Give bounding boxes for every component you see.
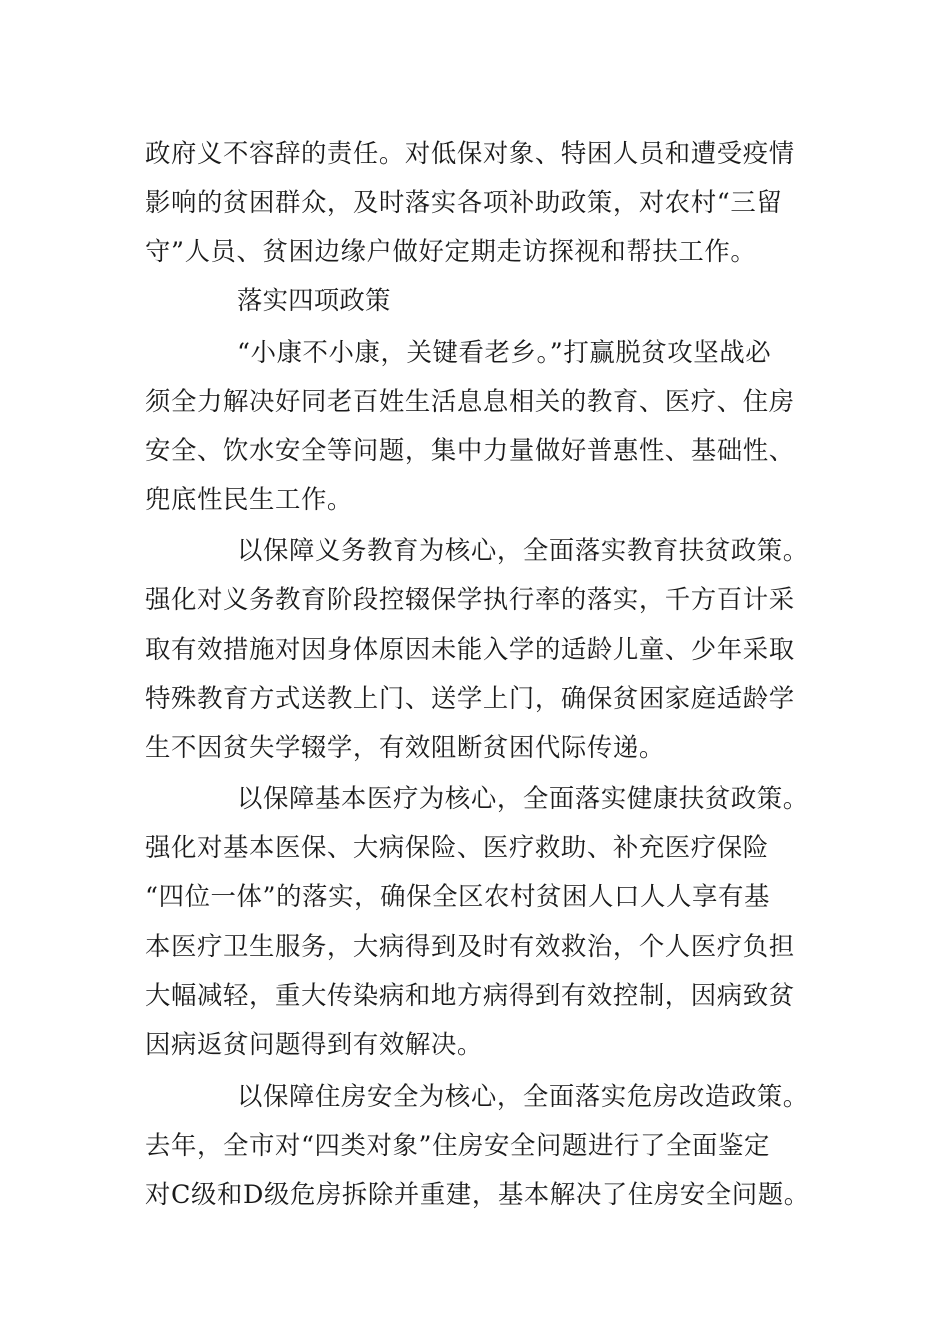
text-line: 去年，全市对“四类对象”住房安全问题进行了全面鉴定 <box>145 1130 770 1160</box>
text-line: 以保障义务教育为核心，全面落实教育扶贫政策。 <box>237 535 809 565</box>
text-line: 对C级和D级危房拆除并重建，基本解决了住房安全问题。 <box>145 1179 810 1209</box>
text-line: 强化对义务教育阶段控辍保学执行率的落实，千方百计采 <box>145 584 795 614</box>
text-line: 因病返贫问题得到有效解决。 <box>145 1029 483 1059</box>
text-line: 以保障住房安全为核心，全面落实危房改造政策。 <box>237 1081 809 1111</box>
text-line: 以保障基本医疗为核心，全面落实健康扶贫政策。 <box>237 783 809 813</box>
text-line: 生不因贫失学辍学，有效阻断贫困代际传递。 <box>145 732 665 762</box>
text-line: 守”人员、贫困边缘户做好定期走访探视和帮扶工作。 <box>145 236 757 266</box>
text-line: 强化对基本医保、大病保险、医疗救助、补充医疗保险 <box>145 832 769 862</box>
text-line: 政府义不容辞的责任。对低保对象、特困人员和遭受疫情 <box>145 138 795 168</box>
text-line: 安全、饮水安全等问题，集中力量做好普惠性、基础性、 <box>145 435 795 465</box>
text-line: 兜底性民生工作。 <box>145 484 353 514</box>
text-line: “小康不小康，关键看老乡。”打赢脱贫攻坚战必 <box>237 337 772 367</box>
heading-text: 落实四项政策 <box>237 285 391 315</box>
text-line: 须全力解决好同老百姓生活息息相关的教育、医疗、住房 <box>145 386 795 416</box>
text-line: 影响的贫困群众，及时落实各项补助政策，对农村“三留 <box>145 187 783 217</box>
text-line: “四位一体”的落实，确保全区农村贫困人口人人享有基 <box>145 881 770 911</box>
text-line: 特殊教育方式送教上门、送学上门，确保贫困家庭适龄学 <box>145 683 795 713</box>
text-line: 大幅减轻，重大传染病和地方病得到有效控制，因病致贫 <box>145 980 795 1010</box>
text-line: 本医疗卫生服务，大病得到及时有效救治，个人医疗负担 <box>145 931 795 961</box>
text-line: 取有效措施对因身体原因未能入学的适龄儿童、少年采取 <box>145 634 795 664</box>
